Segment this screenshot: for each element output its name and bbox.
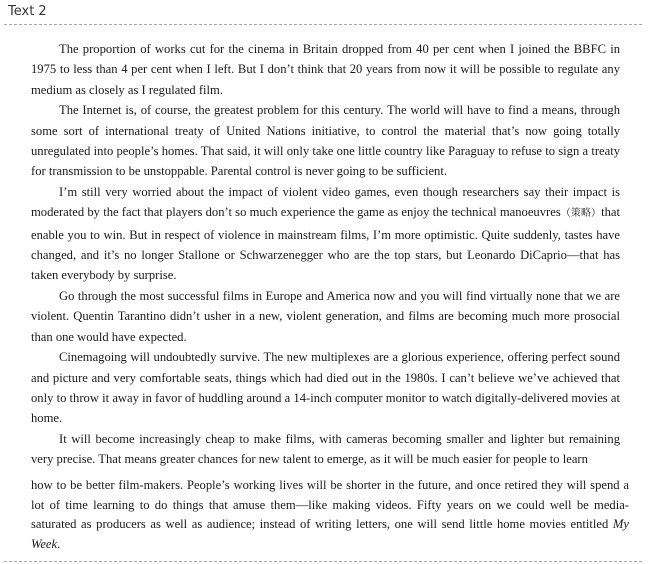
chinese-gloss: （策略） [560, 208, 602, 220]
paragraph-4: Go through the most successful films in Europe and America now and you will find virtually none that we are violent. Quentin Tarantino didn’t usher in a new, violent generation, and films are becoming much more prosocial than one would have expected. [31, 288, 620, 344]
dashed-divider-bottom [4, 561, 642, 562]
paragraph-3-text-a: I’m still very worried about the impact of violent video games, even though researchers say their impact is moderated by the fact that players don’t so much experience the game as enjoy the technical manoeuvres [31, 184, 620, 220]
continuation-end: . [57, 536, 61, 551]
paragraph-2: The Internet is, of course, the greatest problem for this century. The world will have to find a means, through some sort of international treaty of United Nations initiative, to control the material that’s now going totally unregulated into people’s homes. That said, it will only take one little country like Paraguay to refuse to sign a treaty for transmission to be unstoppable. Parental control is never going to be sufficient. [31, 103, 620, 179]
paragraph-1: The proportion of works cut for the cinema in Britain dropped from 40 per cent when I joined the BBFC in 1975 to less than 4 per cent when I left. But I don’t think that 20 years from now it will be possible to regulate any medium as closely as I regulated film. [31, 42, 620, 97]
section-header: Text 2 [8, 4, 47, 19]
paragraph-3 [31, 182, 620, 286]
paragraph-3-text-b: that enable you to win. But in respect of violence in mainstream films, I’m more optimistic. Quite suddenly, tastes have changed, and it’s no longer Stallone or Schwarzenegger who are the top stars, but Leonardo DiCaprio—that has taken everybody by surprise. [31, 205, 620, 283]
article-body [31, 39, 620, 470]
paragraph-5: Cinemagoing will undoubtedly survive. The new multiplexes are a glorious experience, offering perfect sound and picture and very comfortable seats, things which had died out in the 1980s. I can’t believe we’ve achieved that only to throw it away in favor of huddling around a 14-inch computer monitor to watch digitally-delivered movies at home. [31, 350, 620, 426]
article-continuation [31, 476, 629, 554]
dashed-divider-top [4, 24, 642, 25]
paragraph-6: It will become increasingly cheap to make films, with cameras becoming smaller and lighter but remaining very precise. That means greater chances for new talent to emerge, as it will be much easier for people to learn [31, 431, 620, 467]
continuation-text: how to be better film-makers. People’s working lives will be shorter in the future, and once retired they will spend a lot of time learning to do things that amuse them—like making videos. Fifty years on we could well be media-saturated as producers as well as audience; instead of writing letters, one will send little home movies entitled [31, 478, 629, 532]
film-title: My Week [31, 517, 629, 551]
paragraph-6-continued [31, 476, 629, 554]
